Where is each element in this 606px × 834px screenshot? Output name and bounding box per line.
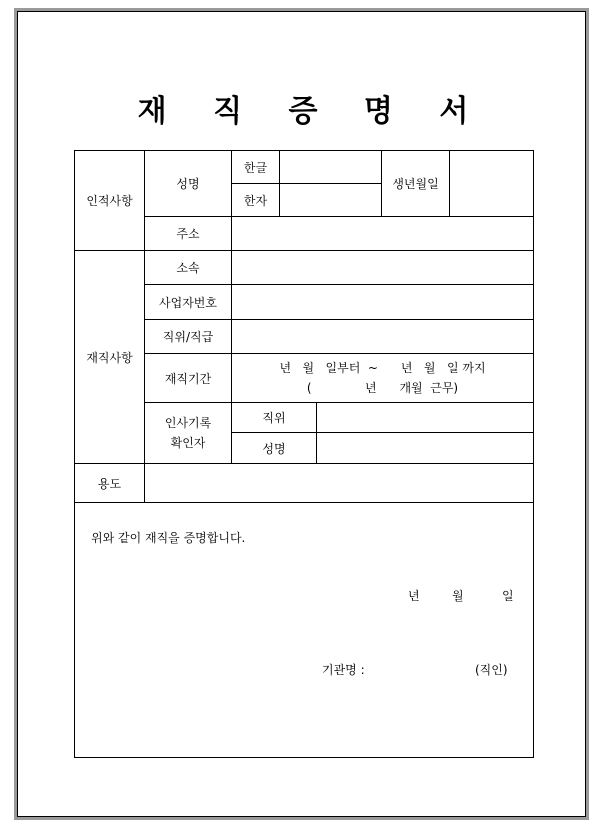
organization-label: 기관명 : [322,663,365,677]
birth-date-field[interactable] [449,150,534,217]
day-label: 일 [502,589,514,603]
birth-date-label: 생년월일 [381,150,450,217]
address-label: 주소 [144,216,232,251]
hanja-name-field[interactable] [279,183,382,217]
affiliation-label: 소속 [144,250,232,285]
employment-section-label: 재직사항 [74,250,145,464]
period-line-1: 년 월 일부터 ~ 년 월 일 까지 [279,361,486,375]
hr-name-label: 성명 [231,432,317,464]
hr-confirmer-label-line2: 확인자 [170,436,206,450]
affiliation-field[interactable] [231,250,534,285]
address-field[interactable] [231,216,534,251]
name-label: 성명 [144,150,232,217]
hangul-label: 한글 [231,150,280,184]
month-label: 월 [452,589,464,603]
hangul-name-field[interactable] [279,150,382,184]
business-number-field[interactable] [231,284,534,320]
employment-period-label: 재직기간 [144,353,232,403]
seal-label: (직인) [475,663,508,677]
personal-section-label: 인적사항 [74,150,145,251]
hr-name-field[interactable] [316,432,534,464]
document-title: 재 직 증 명 서 [137,94,487,129]
year-label: 년 [408,589,420,603]
hr-confirmer-label-line1: 인사기록 [164,416,212,430]
employment-period-field[interactable] [231,353,534,403]
period-line-2: ( 년 개월 근무) [306,381,459,395]
position-grade-field[interactable] [231,319,534,354]
position-grade-label: 직위/직급 [144,319,232,354]
hr-confirmer-label [144,402,232,464]
hr-position-label: 직위 [231,402,317,433]
purpose-label: 용도 [74,463,145,503]
hr-position-field[interactable] [316,402,534,433]
hanja-label: 한자 [231,183,280,217]
purpose-field[interactable] [144,463,534,503]
certification-box [74,502,534,758]
business-number-label: 사업자번호 [144,284,232,320]
certification-statement: 위와 같이 재직을 증명합니다. [91,531,246,545]
